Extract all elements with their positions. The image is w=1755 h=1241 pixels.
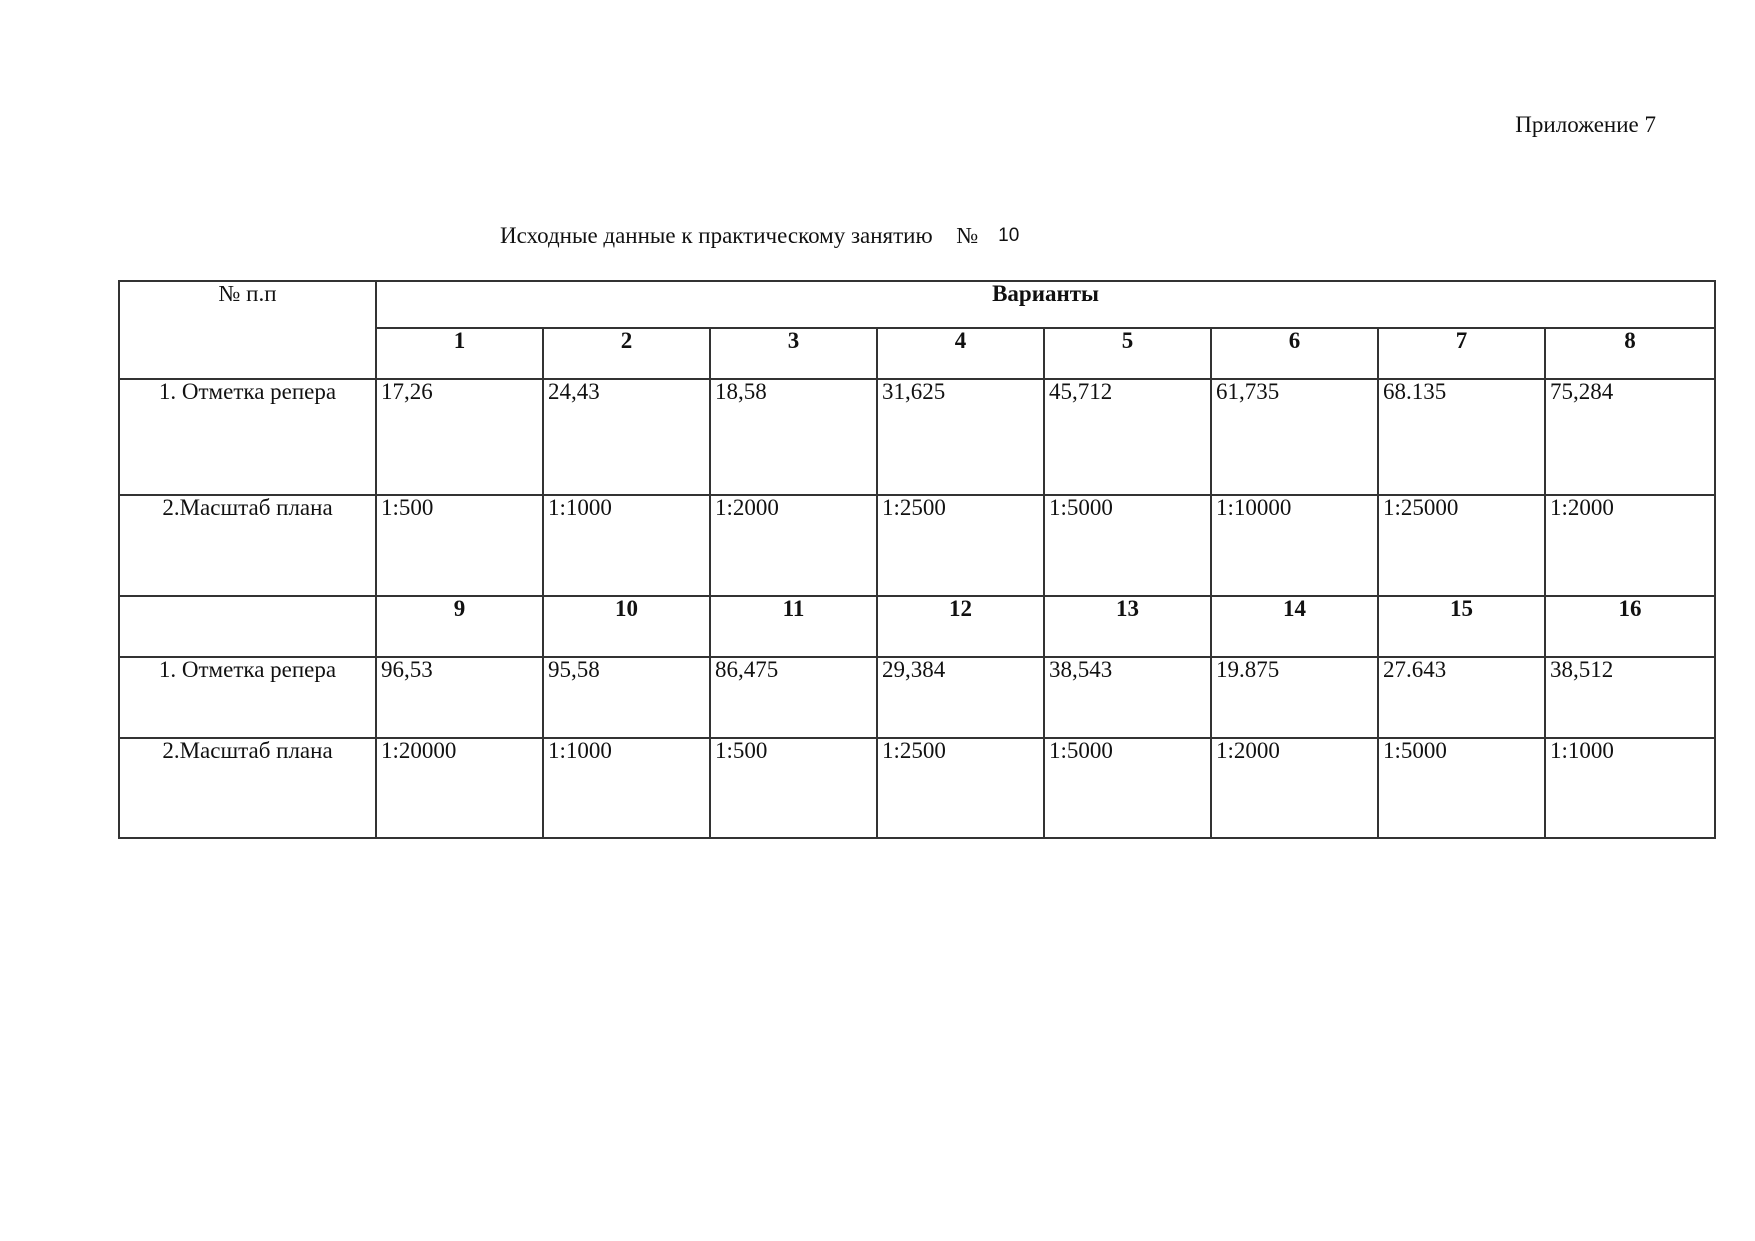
- table-cell: 61,735: [1211, 379, 1378, 495]
- variant-number: 11: [710, 596, 877, 657]
- table-row: [119, 657, 1715, 738]
- variant-number: 16: [1545, 596, 1715, 657]
- variant-number: 10: [543, 596, 710, 657]
- table-cell: 1:25000: [1378, 495, 1545, 596]
- row-label: 2.Масштаб плана: [119, 495, 376, 596]
- title-text: Исходные данные к практическому занятию: [500, 223, 933, 248]
- table-cell: 1:10000: [1211, 495, 1378, 596]
- appendix-label: Приложение 7: [1515, 112, 1656, 137]
- variants-header: Варианты: [376, 281, 1715, 328]
- source-data-table: [118, 280, 1716, 839]
- variant-number-row: [119, 596, 1715, 657]
- table-cell: 27.643: [1378, 657, 1545, 738]
- table-cell: 1:20000: [376, 738, 543, 838]
- table-cell: 38,543: [1044, 657, 1211, 738]
- variant-number: 9: [376, 596, 543, 657]
- table-row: [119, 495, 1715, 596]
- row-label: 2.Масштаб плана: [119, 738, 376, 838]
- row-number-header: № п.п: [119, 281, 376, 379]
- table-cell: 24,43: [543, 379, 710, 495]
- table-cell: 1:500: [376, 495, 543, 596]
- table-cell: 1:2000: [710, 495, 877, 596]
- table-cell: 1:2000: [1545, 495, 1715, 596]
- table-cell: 1:1000: [543, 495, 710, 596]
- variant-number: 7: [1378, 328, 1545, 379]
- variant-number: 4: [877, 328, 1044, 379]
- table-cell: 75,284: [1545, 379, 1715, 495]
- row-label: 1. Отметка репера: [119, 379, 376, 495]
- table-cell: 1:5000: [1044, 495, 1211, 596]
- table-cell: 1:2500: [877, 495, 1044, 596]
- table-cell: 19.875: [1211, 657, 1378, 738]
- variant-number: 8: [1545, 328, 1715, 379]
- table-cell: 1:5000: [1044, 738, 1211, 838]
- table-cell: 1:500: [710, 738, 877, 838]
- variant-number: 6: [1211, 328, 1378, 379]
- table-cell: 1:1000: [543, 738, 710, 838]
- table-header-row: [119, 281, 1715, 328]
- table-cell: 18,58: [710, 379, 877, 495]
- table-cell: 86,475: [710, 657, 877, 738]
- table-row: [119, 738, 1715, 838]
- variant-number: 5: [1044, 328, 1211, 379]
- table-cell: 96,53: [376, 657, 543, 738]
- title-number: 10: [998, 225, 1020, 246]
- table-cell: 1:5000: [1378, 738, 1545, 838]
- table-cell: 68.135: [1378, 379, 1545, 495]
- variant-number: 14: [1211, 596, 1378, 657]
- variant-number: 3: [710, 328, 877, 379]
- title-number-sign: №: [956, 223, 979, 248]
- variant-number: 2: [543, 328, 710, 379]
- variant-number: 1: [376, 328, 543, 379]
- empty-label-cell: [119, 596, 376, 657]
- table-cell: 1:2500: [877, 738, 1044, 838]
- variant-number: 13: [1044, 596, 1211, 657]
- page-title: [500, 224, 1019, 247]
- table-row: [119, 379, 1715, 495]
- table-cell: 95,58: [543, 657, 710, 738]
- table-cell: 38,512: [1545, 657, 1715, 738]
- table-cell: 1:1000: [1545, 738, 1715, 838]
- table-cell: 45,712: [1044, 379, 1211, 495]
- row-label: 1. Отметка репера: [119, 657, 376, 738]
- variant-number: 12: [877, 596, 1044, 657]
- table-cell: 1:2000: [1211, 738, 1378, 838]
- table-cell: 17,26: [376, 379, 543, 495]
- table-cell: 29,384: [877, 657, 1044, 738]
- variant-number: 15: [1378, 596, 1545, 657]
- table-cell: 31,625: [877, 379, 1044, 495]
